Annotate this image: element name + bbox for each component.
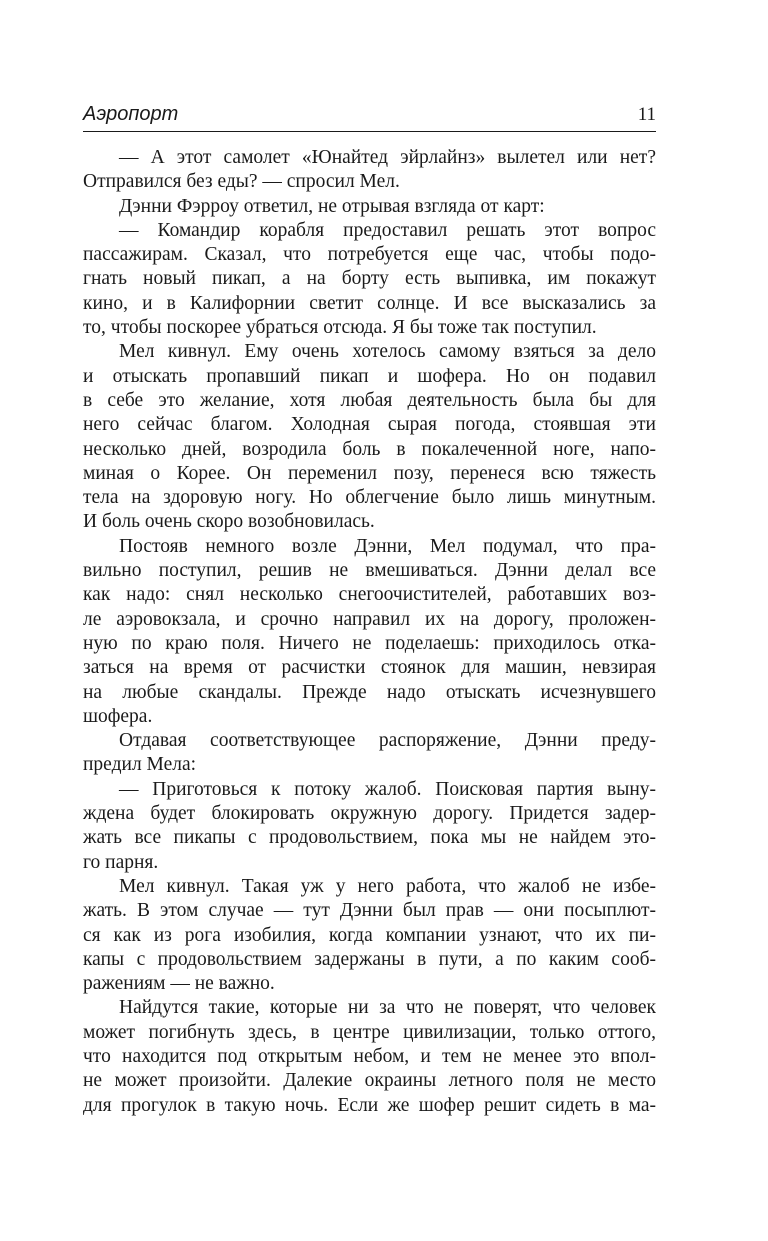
text-line: Мел кивнул. Такая уж у него работа, что жалоб не избе- [119, 875, 656, 897]
text-line: ражениям — не важно. [83, 973, 275, 995]
text-line: шофера. [83, 705, 153, 727]
text-line: капы с продовольствием задержаны в пути, а по каким сооб- [83, 948, 656, 970]
text-line: несколько дней, возродила боль в покалеченной ноге, напо- [83, 438, 656, 460]
text-line: него сейчас благом. Холодная сырая погода, стоявшая эти [83, 414, 656, 436]
text-line: гнать новый пикап, а на борту есть выпивка, им покажут [83, 268, 656, 290]
text-line: вильно поступил, решив не вмешиваться. Дэнни делал все [83, 560, 656, 582]
text-line: тела на здоровую ногу. Но облегчение было лишь минутным. [83, 487, 656, 509]
text-line: ся как из рога изобилия, когда компании узнают, что их пи- [83, 924, 656, 946]
text-line: кино, и в Калифорнии светит солнце. И все высказались за [83, 292, 656, 314]
body-text [83, 146, 656, 1118]
text-line: — Командир корабля предоставил решать этот вопрос [119, 219, 656, 241]
text-line: что находится под открытым небом, и тем не менее это впол- [83, 1045, 656, 1067]
text-line: пассажирам. Сказал, что потребуется еще час, чтобы подо- [83, 244, 656, 266]
text-line: Дэнни Фэрроу ответил, не отрывая взгляда от карт: [119, 195, 545, 217]
text-line: го парня. [83, 851, 159, 873]
text-line: для прогулок в такую ночь. Если же шофер решит сидеть в ма- [83, 1094, 656, 1116]
page-number: 11 [637, 104, 656, 125]
text-line: предил Мела: [83, 754, 197, 776]
text-line: Отправился без еды? — спросил Мел. [83, 171, 400, 193]
text-line: не может произойти. Далекие окраины летного поля не место [83, 1070, 656, 1092]
text-line: ную по краю поля. Ничего не поделаешь: приходилось отка- [83, 632, 656, 654]
running-head [83, 100, 656, 132]
text-line: И боль очень скоро возобновилась. [83, 511, 375, 533]
text-line: жать. В этом случае — тут Дэнни был прав — они посыплют- [83, 900, 656, 922]
text-line: миная о Корее. Он переменил позу, перенеся всю тяжесть [83, 462, 656, 484]
text-line: жать все пикапы с продовольствием, пока мы не найдем это- [83, 827, 656, 849]
text-line: в себе это желание, хотя любая деятельность была бы для [83, 389, 656, 411]
text-line: может погибнуть здесь, в центре цивилизации, только оттого, [83, 1021, 656, 1043]
text-line: — А этот самолет «Юнайтед эйрлайнз» вылетел или нет? [119, 147, 656, 168]
text-line: ждена будет блокировать окружную дорогу. Придется задер- [83, 803, 656, 825]
text-line: и отыскать пропавший пикап и шофера. Но он подавил [83, 365, 656, 387]
text-line: на любые скандалы. Прежде надо отыскать исчезнувшего [83, 681, 656, 703]
text-line: — Приготовься к потоку жалоб. Поисковая партия выну- [119, 778, 656, 800]
text-line: Мел кивнул. Ему очень хотелось самому взяться за дело [119, 341, 656, 363]
text-line: как надо: снял несколько снегоочистителей, работавших воз- [83, 584, 656, 606]
running-title: Аэропорт [83, 103, 179, 125]
text-line: заться на время от расчистки стоянок для машин, невзирая [83, 657, 656, 679]
text-line: ле аэровокзала, и срочно направил их на дорогу, проложен- [83, 608, 656, 630]
text-line: Постояв немного возле Дэнни, Мел подумал, что пра- [119, 535, 656, 557]
text-line: Найдутся такие, которые ни за что не поверят, что человек [119, 997, 656, 1019]
text-line: то, чтобы поскорее убраться отсюда. Я бы тоже так поступил. [83, 317, 597, 339]
text-line: Отдавая соответствующее распоряжение, Дэнни преду- [119, 730, 656, 752]
book-page [83, 100, 656, 1118]
